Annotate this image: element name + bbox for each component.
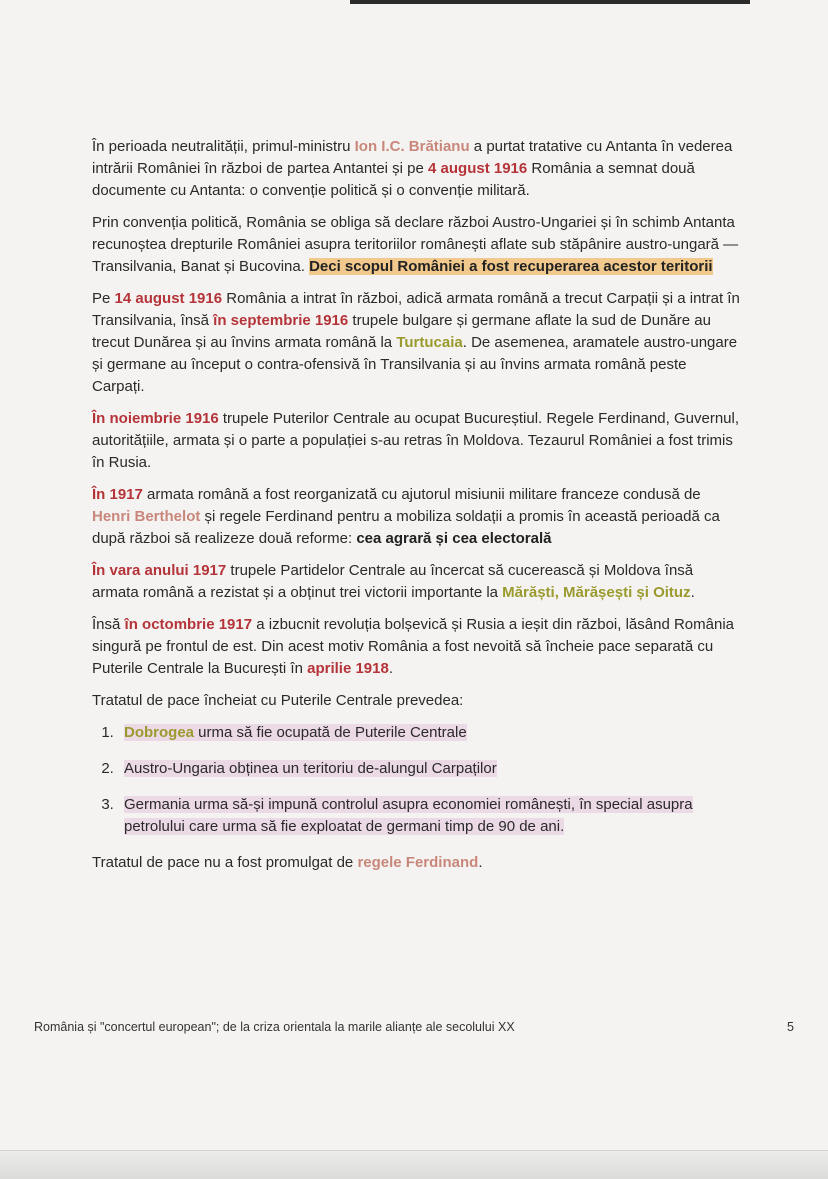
list-item-3-text: Germania urma să-și impună controlul asupra economiei românești, în special asupra petrolului care urma să fie exploatat de germani timp de 90 de ani. [124, 796, 693, 835]
p1-date: 4 august 1916 [428, 160, 528, 177]
p7-date-2: aprilie 1918 [307, 660, 389, 677]
p1-text-3: România a semnat două documente cu Antanta: o convenție politică și o convenție militară. [92, 160, 695, 199]
list-item [118, 722, 742, 744]
list-item-1-rest: urma să fie ocupată de Puterile Centrale [194, 724, 467, 741]
list-item [118, 758, 742, 780]
list-item-1-text [124, 724, 467, 741]
p6-places: Mărăști, Mărășești și Oituz [502, 584, 691, 601]
document-page [92, 136, 742, 884]
paragraph-7 [92, 614, 742, 680]
page-bottom-edge [0, 1150, 828, 1179]
p1-text-2: a purtat tratative cu Antanta în vederea intrării României în război de partea Antantei și pe [92, 138, 733, 177]
paragraph-8: Tratatul de pace încheiat cu Puterile Centrale prevedea: [92, 692, 464, 709]
footer-text: România și "concertul european"; de la criza orientala la marile alianțe ale secolului XX [34, 1020, 515, 1034]
p5-bold: cea agrară și cea electorală [356, 530, 552, 547]
p1-text-1: În perioada neutralității, primul-ministru [92, 138, 355, 155]
p3-text-1: Pe [92, 290, 115, 307]
p9-name: regele Ferdinand [357, 854, 479, 871]
p7-text-2: a izbucnit revoluția bolșevică și Rusia a ieșit din război, lăsând România singură pe frontul de est. Din acest motiv România a fost nevoită să încheie pace separată cu Puterile Centrale la București în [92, 616, 734, 677]
paragraph-1 [92, 136, 742, 202]
p3-date-2: în septembrie 1916 [213, 312, 349, 329]
treaty-list [92, 722, 742, 838]
p5-text-1: armata română a fost reorganizată cu ajutorul misiunii militare franceze condusă de [142, 486, 701, 503]
p6-text-1: trupele Partidelor Centrale au încercat să cucerească și Moldova însă armata română a rezistat și a obținut trei victorii importante la [92, 562, 694, 601]
p7-date-1: în octombrie 1917 [124, 616, 253, 633]
paragraph-9 [92, 852, 742, 874]
p7-text-1: Însă [92, 616, 125, 633]
list-item-2-text: Austro-Ungaria obținea un teritoriu de-alungul Carpaților [124, 760, 497, 777]
list-item-1-bold: Dobrogea [124, 724, 195, 741]
p5-name: Henri Berthelot [92, 508, 201, 525]
p1-name: Ion I.C. Brătianu [354, 138, 470, 155]
p7-text-3: . [388, 660, 394, 677]
p3-place: Turtucaia [396, 334, 463, 351]
p9-text-1: Tratatul de pace nu a fost promulgat de [92, 854, 358, 871]
p6-text-2: . [690, 584, 695, 601]
page-footer [34, 1020, 794, 1034]
p4-date: În noiembrie 1916 [92, 410, 219, 427]
p4-text-1: trupele Puterilor Centrale au ocupat Bucureștiul. Regele Ferdinand, Guvernul, autoritățiile, armata și o parte a populației s-au retras în Moldova. Tezaurul României a fost trimis în Rusia. [92, 410, 740, 471]
top-edge-bar [350, 0, 750, 4]
p2-text-1: Prin convenția politică, România se obliga să declare război Austro-Ungariei și în schimb Antanta recunoștea drepturile României asupra teritoriilor românești aflate sub stăpânire austro-ungară — Transilvania, Banat și Bucovina. [92, 214, 739, 275]
list-item [118, 794, 742, 838]
p6-date: În vara anului 1917 [92, 562, 227, 579]
page-number: 5 [787, 1020, 794, 1034]
paragraph-5 [92, 484, 742, 550]
paragraph-6 [92, 560, 742, 604]
paragraph-3 [92, 288, 742, 398]
p3-text-2: România a intrat în război, adică armata română a trecut Carpații și a intrat în Transilvania, însă [92, 290, 740, 329]
p3-text-3: trupele bulgare și germane aflate la sud de Dunăre au trecut Dunărea și au învins armata română la [92, 312, 711, 351]
p9-text-2: . [478, 854, 483, 871]
paragraph-2 [92, 212, 742, 278]
paragraph-4 [92, 408, 742, 474]
p5-text-2: și regele Ferdinand pentru a mobiliza soldații a promis în această perioadă ca după război să realizeze două reforme: [92, 508, 720, 547]
p3-date-1: 14 august 1916 [114, 290, 223, 307]
p5-date: În 1917 [92, 486, 143, 503]
p2-highlight: Deci scopul României a fost recuperarea acestor teritorii [309, 258, 713, 275]
p3-text-4: . De asemenea, aramatele austro-ungare și germane au început o contra-ofensivă în Transilvania și au învins armata română peste Carpați. [92, 334, 738, 395]
